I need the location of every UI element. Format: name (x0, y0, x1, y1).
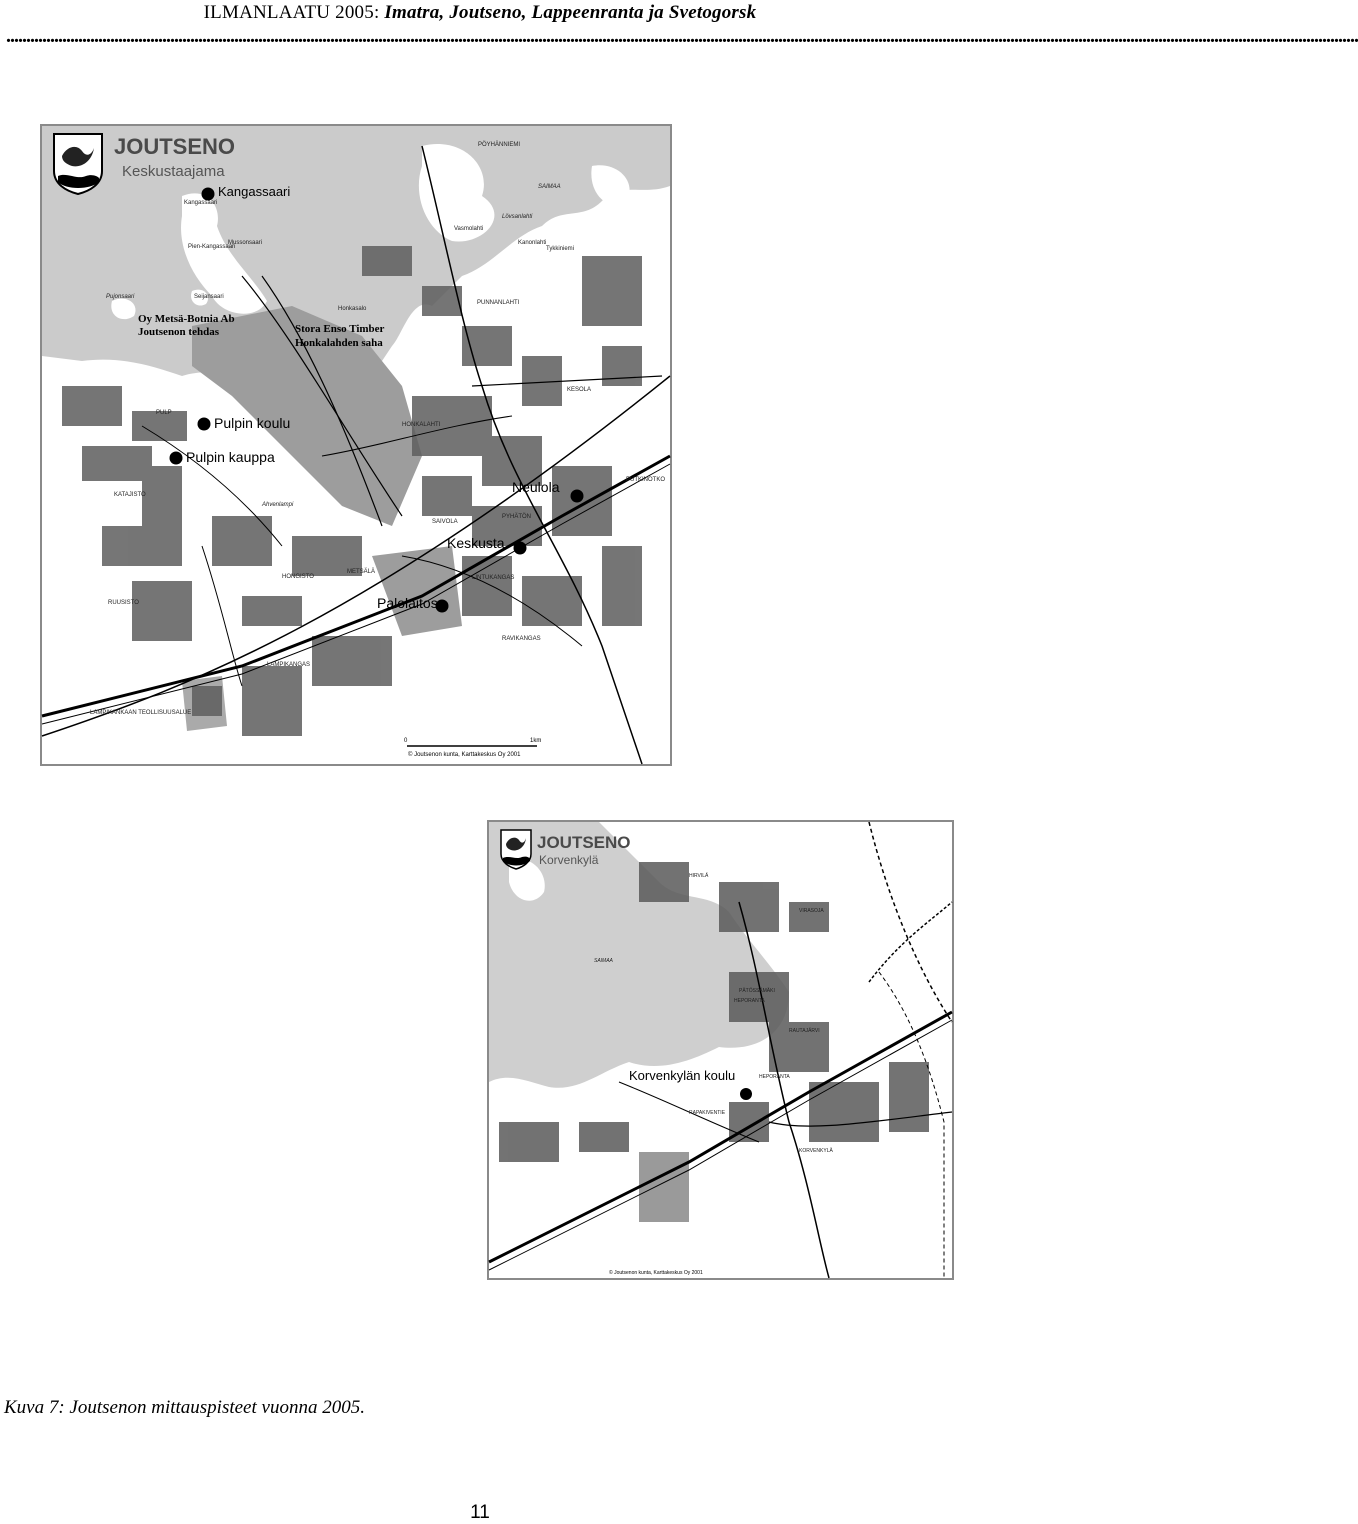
map-keskustaajama (40, 124, 672, 766)
point-marker (514, 542, 527, 555)
place-label: Kanonlahti (518, 240, 547, 246)
place-label: Ahvenlampi (262, 502, 294, 508)
place-label: KESOLA (567, 387, 592, 393)
figure-caption: Kuva 7: Joutsenon mittauspisteet vuonna 2005. (4, 1397, 365, 1418)
place-label: RAPAKIVENTIE (689, 1110, 726, 1116)
point-pulpin-kauppa (170, 449, 275, 465)
point-label: Korvenkylän koulu (629, 1068, 736, 1083)
map-korvenkyla-graphic (489, 822, 952, 1278)
point-marker (170, 452, 183, 465)
point-pulpin-koulu (198, 415, 291, 431)
place-label: KORVENKYLÄ (799, 1148, 833, 1154)
place-label: Mussonsaari (228, 240, 263, 246)
place-label: LINTUKANGAS (472, 575, 515, 581)
place-label: Seijansaari (194, 294, 224, 300)
point-label: Keskusta (447, 535, 505, 551)
point-marker (571, 490, 584, 503)
place-label: RAUTAJÄRVI (789, 1028, 820, 1034)
point-label: Pulpin kauppa (186, 449, 275, 465)
place-label: HEPORANTA (734, 998, 765, 1004)
joutseno-logo (501, 830, 531, 869)
industrial-area (639, 1152, 689, 1222)
place-label: HONGISTO (282, 574, 314, 580)
place-label: PÄTÖSSÄMÄKI (739, 988, 775, 994)
place-label: HEPORANTA (759, 1074, 790, 1080)
scale-label: 1km (530, 738, 542, 744)
place-label: Vasmolahti (454, 226, 484, 232)
map2-credit: © Joutsenon kunta, Karttakeskus Oy 2001 (609, 1270, 703, 1276)
place-label: HIRVILÄ (689, 873, 709, 879)
label-honkalahden-saha: Honkalahden saha (295, 337, 383, 349)
header-divider: .................................................................................................................................................................................................................................................................................................................................................. (6, 25, 1358, 47)
map2-title: JOUTSENO (537, 833, 631, 852)
lake-saimaa (489, 822, 789, 1088)
page-header (0, 2, 960, 24)
point-label: Neulola (512, 479, 560, 495)
point-marker (202, 188, 215, 201)
place-label: PUNNANLAHTI (477, 300, 520, 306)
point-label: Kangassaari (218, 184, 291, 199)
map-korvenkyla (487, 820, 954, 1280)
point-korvenkylan-koulu (629, 1068, 752, 1100)
point-label: Palolaitos (377, 595, 438, 611)
place-label: RAVIKANGAS (502, 636, 541, 642)
place-label: PÖYHÄNNIEMI (478, 142, 521, 148)
place-label: PYHÄTÖN (502, 514, 532, 520)
place-label: Tykkiniemi (546, 246, 575, 252)
place-label: PULP (156, 410, 172, 416)
place-label: VIRASOJA (799, 908, 824, 914)
point-marker (740, 1088, 752, 1100)
place-label: RUUSISTO (108, 600, 139, 606)
map2-subtitle: Korvenkylä (539, 853, 599, 867)
place-label: HONKALAHTI (402, 422, 441, 428)
place-label: Pujonsaari (106, 294, 135, 300)
label-metsa-botnia: Oy Metsä-Botnia Ab (138, 313, 235, 325)
place-label: LAMPIKANKAAN TEOLLISUUSALUE (90, 710, 192, 716)
map-keskustaajama-graphic (42, 126, 670, 764)
place-label: Lövsanlahti (502, 214, 533, 220)
place-label: LAMPIKANGAS (267, 662, 311, 668)
joutseno-logo (54, 134, 102, 194)
map1-credit: © Joutsenon kunta, Karttakeskus Oy 2001 (408, 752, 521, 758)
map1-scale-bar (404, 738, 541, 746)
place-label: PUTKINOTKO (626, 477, 666, 483)
map1-subtitle: Keskustaajama (122, 163, 225, 180)
place-label: SAIMAA (594, 958, 613, 964)
scale-label: 0 (404, 738, 408, 744)
point-label: Pulpin koulu (214, 415, 291, 431)
place-label: SAIMAA (538, 184, 561, 190)
point-marker (198, 418, 211, 431)
page-number: 11 (470, 1502, 490, 1523)
header-prefix: ILMANLAATU 2005: (203, 2, 385, 23)
label-stora-enso: Stora Enso Timber (295, 323, 385, 335)
label-joutsenon-tehdas: Joutsenon tehdas (138, 326, 219, 338)
place-label: Honkasalo (338, 306, 367, 312)
map1-title: JOUTSENO (114, 134, 236, 159)
place-label: METSÄLÄ (347, 569, 376, 575)
place-label: Pien-Kangassaari (188, 244, 236, 250)
place-label: Kangassaari (184, 200, 218, 206)
place-label: KATAJISTO (114, 492, 146, 498)
place-label: SAIVOLA (432, 519, 458, 525)
header-cities: Imatra, Joutseno, Lappeenranta ja Svetogorsk (384, 2, 757, 23)
